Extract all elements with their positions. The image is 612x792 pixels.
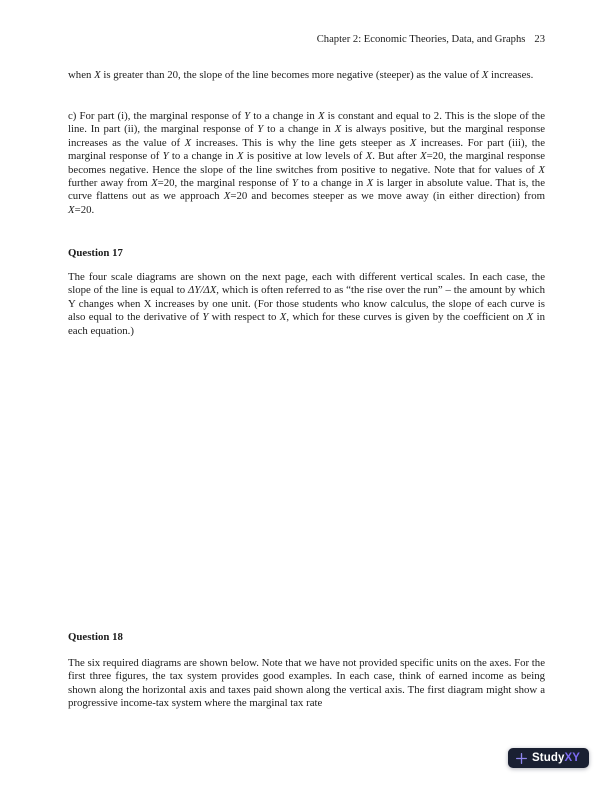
page-header [317, 33, 545, 46]
paragraph-intro-continuation: when X is greater than 20, the slope of the line becomes more negative (steeper) as the value of X increases. [68, 69, 534, 81]
brand-name-accent: XY [564, 752, 580, 764]
brand-wordmark [532, 748, 580, 768]
question-18-heading: Question 18 [68, 631, 123, 643]
page-number: 23 [534, 34, 545, 45]
brand-name-primary: Study [532, 752, 565, 764]
plus-icon [515, 752, 528, 765]
question-18-paragraph: The six required diagrams are shown below. Note that we have not provided specific units on the axes. For the first three figures, the tax system provides good examples. In each case, think of earned income as being shown along the horizontal axis and taxes paid shown along the vertical axis. The first diagram might show a progressive income-tax system where the marginal tax rate [68, 657, 545, 710]
question-17-paragraph: The four scale diagrams are shown on the next page, each with different vertical scales. In each case, the slope of the line is equal to ΔY/ΔX, which is often referred to as “the rise over the run” – the amount by which Y changes when X increases by one unit. (For those students who know calculus, the slope of each curve is also equal to the derivative of Y with respect to X, which for these curves is given by the coefficient on X in each equation.) [68, 271, 545, 337]
question-17-heading: Question 17 [68, 247, 123, 259]
paragraph-answer-c: c) For part (i), the marginal response of Y to a change in X is constant and equal to 2. This is the slope of the line. In part (ii), the marginal response of Y to a change in X is always positive, but the marginal response increases as the value of X increases. This is why the line gets steeper as X increases. For part (iii), the marginal response of Y to a change in X is positive at low levels of X. But after X=20, the marginal response becomes negative. Hence the slope of the line switches from positive to negative. Note that for values of X further away from X=20, the marginal response of Y to a change in X is larger in absolute value. That is, the curve flattens out as we approach X=20 and becomes steeper as we move away (in either direction) from X=20. [68, 110, 546, 216]
chapter-title: Chapter 2: Economic Theories, Data, and Graphs [316, 34, 526, 45]
studyxy-badge [508, 748, 589, 768]
